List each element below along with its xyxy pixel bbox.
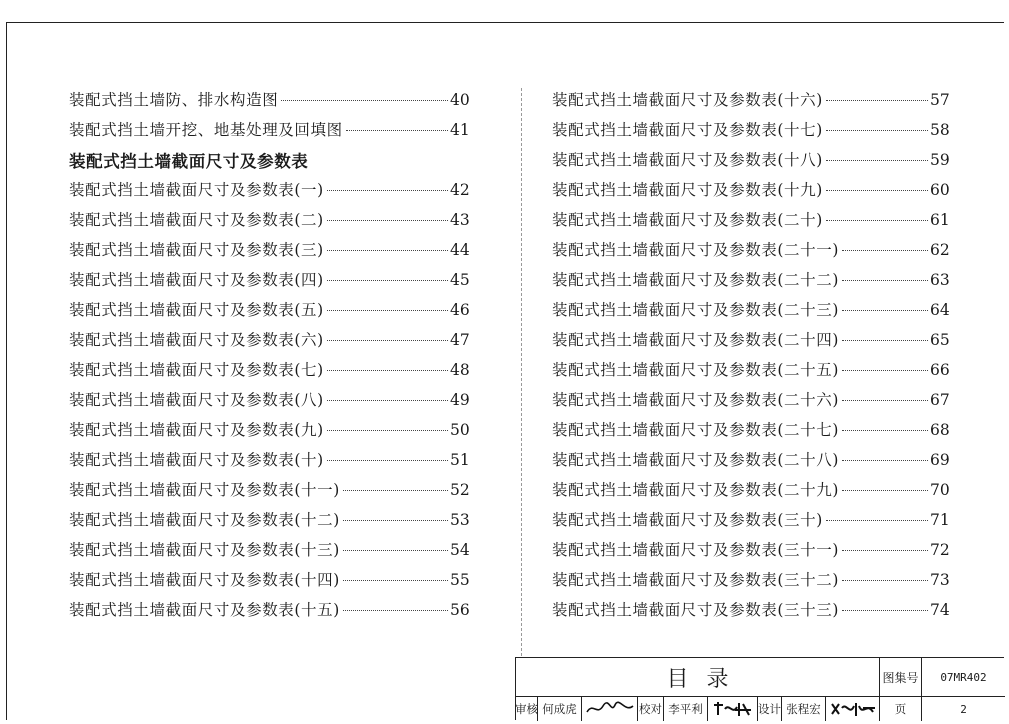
toc-entry-title: 装配式挡土墙截面尺寸及参数表(二十六) bbox=[552, 391, 839, 409]
dot-leader bbox=[842, 490, 928, 491]
dot-leader bbox=[842, 460, 928, 461]
toc-entry bbox=[69, 178, 470, 208]
toc-entry-page: 49 bbox=[450, 391, 470, 409]
dot-leader bbox=[842, 580, 928, 581]
toc-entry bbox=[69, 508, 470, 538]
toc-entry bbox=[552, 118, 950, 148]
dot-leader bbox=[842, 250, 928, 251]
toc-entry bbox=[69, 268, 470, 298]
atlas-number-label: 图集号 bbox=[880, 658, 922, 697]
toc-entry-page: 70 bbox=[930, 481, 950, 499]
dot-leader bbox=[842, 400, 928, 401]
toc-entry bbox=[552, 538, 950, 568]
toc-entry bbox=[552, 358, 950, 388]
toc-entry-page: 43 bbox=[450, 211, 470, 229]
toc-entry bbox=[552, 238, 950, 268]
toc-entry-page: 57 bbox=[930, 91, 950, 109]
dot-leader bbox=[842, 340, 928, 341]
toc-entry-page: 46 bbox=[450, 301, 470, 319]
toc-entry bbox=[552, 178, 950, 208]
toc-entry bbox=[69, 418, 470, 448]
toc-entry-page: 66 bbox=[930, 361, 950, 379]
dot-leader bbox=[327, 460, 448, 461]
toc-entry-page: 59 bbox=[930, 151, 950, 169]
toc-entry-title: 装配式挡土墙截面尺寸及参数表(十九) bbox=[552, 181, 823, 199]
toc-entry-title: 装配式挡土墙截面尺寸及参数表(九) bbox=[69, 421, 324, 439]
toc-entry bbox=[69, 358, 470, 388]
designer-signature bbox=[826, 697, 880, 721]
toc-entry-page: 55 bbox=[450, 571, 470, 589]
dot-leader bbox=[842, 370, 928, 371]
toc-entry-page: 73 bbox=[930, 571, 950, 589]
toc-entry bbox=[552, 88, 950, 118]
toc-entry-title: 装配式挡土墙截面尺寸及参数表(二十八) bbox=[552, 451, 839, 469]
toc-entry bbox=[69, 598, 470, 628]
dot-leader bbox=[281, 100, 448, 101]
toc-entry-title: 装配式挡土墙截面尺寸及参数表(三十一) bbox=[552, 541, 839, 559]
reviewer-label: 审核 bbox=[516, 697, 538, 721]
toc-entry bbox=[69, 388, 470, 418]
toc-entry-title: 装配式挡土墙截面尺寸及参数表(十五) bbox=[69, 601, 340, 619]
toc-entry-page: 53 bbox=[450, 511, 470, 529]
toc-entry-title: 装配式挡土墙截面尺寸及参数表(二十) bbox=[552, 211, 823, 229]
dot-leader bbox=[826, 160, 928, 161]
toc-entry-page: 65 bbox=[930, 331, 950, 349]
toc-entry-title: 装配式挡土墙截面尺寸及参数表(二十五) bbox=[552, 361, 839, 379]
toc-entry-title: 装配式挡土墙截面尺寸及参数表(二十三) bbox=[552, 301, 839, 319]
toc-entry-page: 61 bbox=[930, 211, 950, 229]
toc-entry-page: 60 bbox=[930, 181, 950, 199]
toc-entry bbox=[69, 478, 470, 508]
dot-leader bbox=[327, 400, 448, 401]
title-block bbox=[515, 657, 1004, 720]
dot-leader bbox=[826, 190, 928, 191]
toc-entry-page: 62 bbox=[930, 241, 950, 259]
toc-entry bbox=[69, 538, 470, 568]
toc-entry bbox=[552, 478, 950, 508]
toc-entry bbox=[552, 508, 950, 538]
toc-entry-page: 51 bbox=[450, 451, 470, 469]
reviewer-name: 何成虎 bbox=[538, 697, 582, 721]
reviewer-signature bbox=[582, 697, 638, 721]
toc-entry-page: 67 bbox=[930, 391, 950, 409]
toc-entry-title: 装配式挡土墙截面尺寸及参数表(七) bbox=[69, 361, 324, 379]
dot-leader bbox=[327, 340, 448, 341]
toc-left-column bbox=[69, 88, 470, 628]
toc-entry-page: 40 bbox=[450, 91, 470, 109]
toc-entry-title: 装配式挡土墙截面尺寸及参数表(六) bbox=[69, 331, 324, 349]
column-divider bbox=[521, 88, 522, 656]
toc-entry-title: 装配式挡土墙截面尺寸及参数表(二) bbox=[69, 211, 324, 229]
dot-leader bbox=[343, 490, 448, 491]
designer-name: 张程宏 bbox=[782, 697, 826, 721]
toc-entry-page: 74 bbox=[930, 601, 950, 619]
dot-leader bbox=[826, 100, 928, 101]
dot-leader bbox=[826, 130, 928, 131]
dot-leader bbox=[327, 370, 448, 371]
toc-entry-page: 56 bbox=[450, 601, 470, 619]
toc-entry bbox=[69, 328, 470, 358]
toc-entry-title: 装配式挡土墙截面尺寸及参数表(十一) bbox=[69, 481, 340, 499]
drawing-title: 目录 bbox=[516, 658, 880, 697]
dot-leader bbox=[842, 550, 928, 551]
dot-leader bbox=[343, 550, 448, 551]
dot-leader bbox=[346, 130, 448, 131]
toc-entry-page: 52 bbox=[450, 481, 470, 499]
toc-entry-title: 装配式挡土墙截面尺寸及参数表(十三) bbox=[69, 541, 340, 559]
dot-leader bbox=[842, 310, 928, 311]
toc-entry-title: 装配式挡土墙截面尺寸及参数表(十六) bbox=[552, 91, 823, 109]
page-number: 2 bbox=[960, 702, 967, 716]
toc-entry-page: 44 bbox=[450, 241, 470, 259]
toc-entry-page: 42 bbox=[450, 181, 470, 199]
toc-entry-title: 装配式挡土墙开挖、地基处理及回填图 bbox=[69, 121, 343, 139]
toc-entry bbox=[69, 88, 470, 118]
toc-entry-title: 装配式挡土墙截面尺寸及参数表(二十四) bbox=[552, 331, 839, 349]
dot-leader bbox=[343, 520, 448, 521]
toc-entry bbox=[552, 568, 950, 598]
toc-entry-title: 装配式挡土墙截面尺寸及参数表(四) bbox=[69, 271, 324, 289]
dot-leader bbox=[327, 280, 448, 281]
checker-name: 李平利 bbox=[664, 697, 708, 721]
designer-label: 设计 bbox=[758, 697, 782, 721]
dot-leader bbox=[343, 610, 448, 611]
dot-leader bbox=[842, 430, 928, 431]
toc-entry-page: 45 bbox=[450, 271, 470, 289]
dot-leader bbox=[826, 520, 928, 521]
toc-entry-title: 装配式挡土墙截面尺寸及参数表(三) bbox=[69, 241, 324, 259]
toc-entry bbox=[552, 388, 950, 418]
toc-entry-title: 装配式挡土墙截面尺寸及参数表(八) bbox=[69, 391, 324, 409]
dot-leader bbox=[327, 220, 448, 221]
toc-entry-title: 装配式挡土墙截面尺寸及参数表(二十九) bbox=[552, 481, 839, 499]
toc-entry bbox=[552, 598, 950, 628]
toc-entry-title: 装配式挡土墙截面尺寸及参数表(三十二) bbox=[552, 571, 839, 589]
toc-entry bbox=[69, 298, 470, 328]
toc-entry-title: 装配式挡土墙截面尺寸及参数表(十) bbox=[69, 451, 324, 469]
toc-entry-title: 装配式挡土墙截面尺寸及参数表(十四) bbox=[69, 571, 340, 589]
toc-entry-page: 69 bbox=[930, 451, 950, 469]
toc-entry-title: 装配式挡土墙防、排水构造图 bbox=[69, 91, 279, 109]
toc-entry-page: 71 bbox=[930, 511, 950, 529]
toc-entry-title: 装配式挡土墙截面尺寸及参数表(十二) bbox=[69, 511, 340, 529]
toc-entry bbox=[69, 238, 470, 268]
checker-label: 校对 bbox=[638, 697, 664, 721]
toc-entry-page: 48 bbox=[450, 361, 470, 379]
toc-entry bbox=[69, 118, 470, 148]
toc-entry-title: 装配式挡土墙截面尺寸及参数表(三十) bbox=[552, 511, 823, 529]
toc-entry-page: 58 bbox=[930, 121, 950, 139]
page-label: 页 bbox=[880, 697, 922, 721]
toc-entry-page: 68 bbox=[930, 421, 950, 439]
toc-entry bbox=[69, 208, 470, 238]
toc-entry-title: 装配式挡土墙截面尺寸及参数表(三十三) bbox=[552, 601, 839, 619]
toc-entry-title: 装配式挡土墙截面尺寸及参数表(一) bbox=[69, 181, 324, 199]
toc-entry bbox=[552, 208, 950, 238]
toc-entry bbox=[552, 328, 950, 358]
dot-leader bbox=[327, 430, 448, 431]
toc-entry bbox=[552, 148, 950, 178]
toc-entry bbox=[69, 568, 470, 598]
toc-entry-page: 63 bbox=[930, 271, 950, 289]
dot-leader bbox=[327, 190, 448, 191]
checker-signature bbox=[708, 697, 758, 721]
toc-entry bbox=[552, 298, 950, 328]
dot-leader bbox=[343, 580, 448, 581]
toc-entry bbox=[552, 448, 950, 478]
toc-entry-title: 装配式挡土墙截面尺寸及参数表(十七) bbox=[552, 121, 823, 139]
toc-entry bbox=[552, 268, 950, 298]
dot-leader bbox=[842, 280, 928, 281]
toc-entry-title: 装配式挡土墙截面尺寸及参数表(十八) bbox=[552, 151, 823, 169]
toc-right-column bbox=[552, 88, 950, 628]
toc-entry-title: 装配式挡土墙截面尺寸及参数表(二十七) bbox=[552, 421, 839, 439]
toc-entry-title: 装配式挡土墙截面尺寸及参数表(二十二) bbox=[552, 271, 839, 289]
toc-entry-page: 64 bbox=[930, 301, 950, 319]
dot-leader bbox=[842, 610, 928, 611]
toc-entry-page: 41 bbox=[450, 121, 470, 139]
toc-entry-page: 47 bbox=[450, 331, 470, 349]
toc-entry-title: 装配式挡土墙截面尺寸及参数表(二十一) bbox=[552, 241, 839, 259]
dot-leader bbox=[327, 250, 448, 251]
toc-entry bbox=[69, 448, 470, 478]
toc-entry bbox=[552, 418, 950, 448]
toc-entry-title: 装配式挡土墙截面尺寸及参数表(五) bbox=[69, 301, 324, 319]
toc-section-heading: 装配式挡土墙截面尺寸及参数表 bbox=[69, 152, 309, 171]
atlas-number: 07MR402 bbox=[922, 658, 1005, 697]
dot-leader bbox=[826, 220, 928, 221]
dot-leader bbox=[327, 310, 448, 311]
toc-entry-page: 54 bbox=[450, 541, 470, 559]
toc-entry-page: 72 bbox=[930, 541, 950, 559]
toc-entry-page: 50 bbox=[450, 421, 470, 439]
